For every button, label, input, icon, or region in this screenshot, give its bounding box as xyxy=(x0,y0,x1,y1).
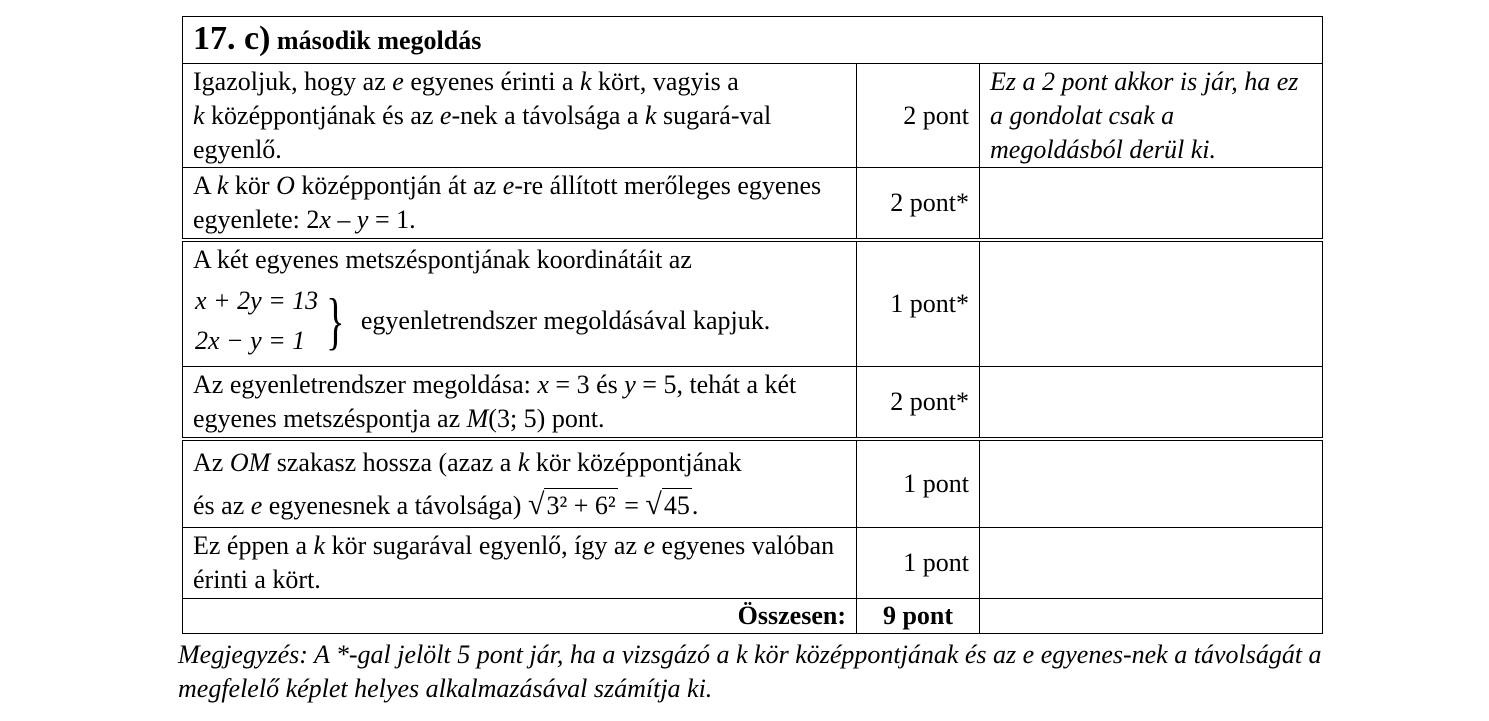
problem-subtitle: második megoldás xyxy=(276,26,482,55)
step-text: Az egyenletrendszer megoldása: xyxy=(193,370,538,399)
step-text: egyenes valóban érinti a kört. xyxy=(193,531,835,594)
solution-step xyxy=(183,168,857,241)
step-text: – xyxy=(330,205,357,234)
step-text: sugará-val egyenlő. xyxy=(193,100,772,164)
step-text: = 1. xyxy=(368,205,416,234)
step-var: e xyxy=(250,490,263,520)
step-text: (3; 5) pont. xyxy=(488,404,605,433)
note-cell xyxy=(980,439,1323,528)
step-text: középpontján át az xyxy=(294,171,503,200)
equation-system xyxy=(193,281,846,361)
note-cell: Ez a 2 pont akkor is jár, ha ez a gondolat csak a megoldásból derül ki. xyxy=(980,64,1323,168)
step-var: O xyxy=(276,171,295,200)
solution-step xyxy=(183,367,857,440)
step-text: egyenes érinti a xyxy=(403,66,580,96)
step-text: -re állított merőleges egyenes egyenlete: 2 xyxy=(193,171,822,234)
equation-2: 2x − y = 1 xyxy=(195,326,306,355)
table-row xyxy=(183,240,1323,367)
step-text: . xyxy=(691,490,699,520)
step-text: A két egyenes metszéspontjának koordinátáit az xyxy=(193,245,692,274)
table-row xyxy=(183,439,1323,528)
total-value: 9 pont xyxy=(857,599,980,634)
step-var: e xyxy=(439,100,452,130)
step-line xyxy=(193,488,846,523)
step-var: e xyxy=(392,66,404,96)
title-row xyxy=(183,17,1323,64)
step-var: x xyxy=(537,370,549,399)
step-text: és az xyxy=(193,490,251,520)
step-text: egyenesnek a távolsága) xyxy=(262,490,528,520)
step-line xyxy=(193,446,846,480)
radicand: 3² + 6² xyxy=(544,488,617,523)
points-cell: 2 pont* xyxy=(857,168,980,241)
step-var: y xyxy=(624,370,636,399)
note-cell xyxy=(980,240,1323,367)
step-text: egyenletrendszer megoldásával kapjuk. xyxy=(360,306,771,335)
step-text: = xyxy=(617,490,646,520)
step-text: kör középpontjának xyxy=(529,447,742,477)
radicand: 45 xyxy=(662,488,692,523)
grading-page xyxy=(178,16,1322,706)
step-text: szakasz hossza (azaz a xyxy=(270,447,518,477)
table-row xyxy=(183,367,1323,440)
total-row xyxy=(183,599,1323,634)
step-text: kört, vagyis a xyxy=(591,66,739,96)
total-note xyxy=(980,599,1323,634)
step-var: e xyxy=(643,531,656,560)
points-cell: 1 pont xyxy=(857,439,980,528)
step-var: M xyxy=(466,404,489,433)
step-text: = 3 és xyxy=(548,370,625,399)
note-cell xyxy=(980,528,1323,599)
problem-number: 17. c) xyxy=(193,20,271,57)
table-row xyxy=(183,168,1323,241)
step-text: kör sugarával egyenlő, így az xyxy=(325,531,644,560)
step-var: k xyxy=(313,531,326,560)
points-cell: 2 pont xyxy=(857,64,980,168)
step-text: Igazoljuk, hogy az xyxy=(193,66,393,96)
step-var: e xyxy=(502,171,515,200)
step-var: OM xyxy=(229,447,271,477)
brace-symbol: } xyxy=(326,285,345,356)
table-row xyxy=(183,64,1323,168)
step-text: = 5, tehát a két egyenes metszéspontja az xyxy=(193,370,797,433)
step-text: Az xyxy=(193,447,230,477)
sqrt-expression: √ 3² + 6² xyxy=(527,487,616,521)
grading-table xyxy=(182,16,1323,634)
points-cell: 1 pont xyxy=(857,528,980,599)
solution-step xyxy=(183,240,857,367)
step-var: x xyxy=(319,205,331,234)
step-var: k xyxy=(193,100,205,130)
points-cell: 1 pont* xyxy=(857,240,980,367)
step-var: k xyxy=(216,171,229,200)
step-text: A xyxy=(193,171,217,200)
table-row xyxy=(183,528,1323,599)
equation-1: x + 2y = 13 xyxy=(195,286,319,315)
sqrt-result: √ 45 xyxy=(645,487,690,521)
problem-title xyxy=(183,17,1323,64)
step-text: -nek a távolsága a xyxy=(451,100,645,130)
solution-step xyxy=(183,439,857,528)
step-var: k xyxy=(517,447,530,477)
step-text: középpontjának és az xyxy=(204,100,440,130)
remark-note: Megjegyzés: A *-gal jelölt 5 pont jár, ha a vizsgázó a k kör középpontjának és az e egyenes-nek a távolságát a megfelelő képlet helyes alkalmazásával számítja ki. xyxy=(178,640,1322,703)
solution-step xyxy=(183,64,857,168)
note-cell xyxy=(980,367,1323,440)
step-var: k xyxy=(644,100,657,130)
solution-step xyxy=(183,528,857,599)
step-text: Ez éppen a xyxy=(193,531,314,560)
step-text: kör xyxy=(228,171,277,200)
step-var: k xyxy=(579,66,592,96)
note-cell xyxy=(980,168,1323,241)
points-cell: 2 pont* xyxy=(857,367,980,440)
step-var: y xyxy=(356,205,369,234)
total-label: Összesen: xyxy=(183,599,857,634)
